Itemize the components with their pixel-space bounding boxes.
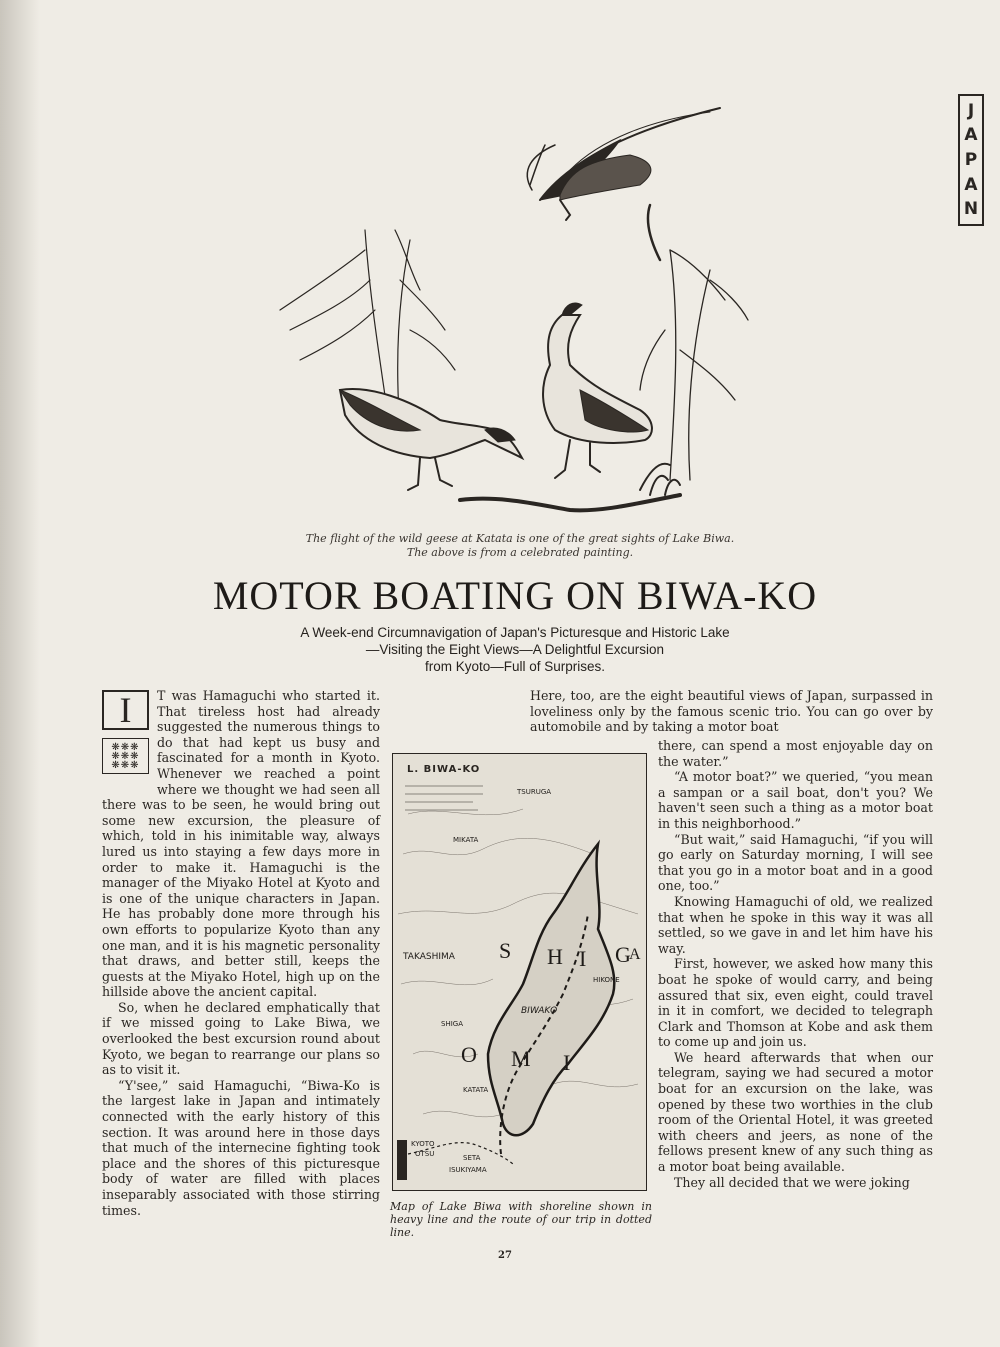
dropcap [102, 690, 149, 782]
dropcap-letter: I [102, 690, 149, 730]
paragraph: We heard afterwards that when our telegram, saying we had secured a motor boat for an excursion on the lake, was opened by these two worthies in the club room of the Oriental Hotel, it was greeted with cheers and jeers, as none of the fellows present knew of any such thing as a motor boat being available. [658, 1049, 933, 1175]
paragraph: They all decided that we were joking [674, 1174, 910, 1190]
lake-shoreline [488, 844, 614, 1135]
article-column-right [658, 738, 933, 1190]
map-label: MIKATA [453, 836, 479, 844]
dropcap-ornament-icon: ❋❋❋ ❋❋❋ ❋❋❋ [102, 738, 149, 774]
paragraph: Here, too, are the eight beautiful views of Japan, surpassed in loveliness only by the famous scenic trio. You can go over by automobile and by taking a motor boat [530, 688, 933, 735]
map-label: TSURUGA [517, 788, 552, 796]
paragraph: “Y'see,” said Hamaguchi, “Biwa-Ko is the largest lake in Japan and intimately connected with the early history of this section. It was around here in those days that much of the internecine fighting took place and the shores of this picturesque body of water are filled with places inseparably associated with those stirring times. [102, 1077, 380, 1218]
map-frame-block [397, 1140, 407, 1180]
caption-line: The flight of the wild geese at Katata is one of the great sights of Lake Biwa. [305, 532, 735, 545]
map-label: BIWAKO [521, 1006, 558, 1016]
subtitle-line: —Visiting the Eight Views—A Delightful Excursion [365, 642, 665, 657]
paragraph: T was Hamaguchi who started it. That tireless host had already suggested the numerous things to do that had kept us busy and fascinated for a month in Kyoto. Whenever we reached a point where we thought we had seen all there was to be seen, he would bring out some new excursion, the pleasure of which, told in his inimitable way, always lured us into staying a few days more in order to make it. Hamaguchi is the manager of the Miyako Hotel at Kyoto and is one of the unique characters in Japan. He has probably done more through his own efforts to popularize Kyoto than any one man, and it is his magnetic personality that draws, and better still, keeps the guests at the Miyako Hotel, high up on the hillside above the ancient capital. [102, 688, 380, 1000]
tab-letter: P [964, 149, 978, 170]
page-number: 27 [498, 1250, 512, 1261]
map-label-large: H [547, 944, 563, 969]
paragraph: First, however, we asked how many this boat he spoke of would carry, and being assured that six, even eight, could travel in it in comfort, we decided to telegraph Clark and Thomson at Kobe and ask them to come up and join us. [658, 956, 933, 1050]
map-label: HIKONE [593, 976, 620, 984]
paragraph: there, can spend a most enjoyable day on the water.” [658, 738, 933, 769]
flying-goose [527, 108, 720, 220]
subtitle-line: A Week-end Circumnavigation of Japan's Picturesque and Historic Lake [300, 625, 730, 640]
map-label-large: O [461, 1042, 477, 1067]
article-subtitle [220, 624, 810, 675]
map-label: KYOTO [411, 1140, 435, 1148]
illustration-caption [240, 532, 800, 560]
map-caption: Map of Lake Biwa with shoreline shown in heavy line and the route of our trip in dotted line. [390, 1200, 652, 1239]
map-label-large: I [563, 1050, 571, 1075]
wild-geese-illustration [270, 100, 750, 530]
tab-letter: A [964, 174, 978, 195]
article-column-right-top [530, 688, 933, 735]
map-label: TAKASHIMA [403, 952, 455, 962]
caption-line: The above is from a celebrated painting. [406, 546, 634, 559]
map-label-large: M [511, 1046, 531, 1071]
page-gutter-shadow [0, 0, 40, 1347]
tab-letter: J [967, 100, 975, 121]
map-label-large: I [579, 946, 587, 971]
map-label: SETA [463, 1154, 481, 1162]
map-label: ISUKIYAMA [449, 1166, 487, 1174]
map-title: L. BIWA-KO [407, 764, 481, 775]
map-label-large: G [615, 942, 631, 967]
map-label: OTSU [415, 1150, 435, 1158]
reeds-right [640, 205, 748, 480]
map-label: SHIGA [441, 1020, 463, 1028]
section-tab-japan [958, 94, 984, 226]
lake-biwa-map [392, 753, 647, 1191]
standing-goose [543, 303, 652, 478]
paragraph: So, when he declared emphatically that if we missed going to Lake Biwa, we overlooked the best excursion round about Kyoto, we began to rearrange our plans so as to visit it. [102, 999, 380, 1078]
tab-letter: N [963, 199, 979, 220]
article-title: MOTOR BOATING ON BIWA-KO [212, 573, 818, 618]
tab-letter: A [964, 125, 978, 146]
subtitle-line: from Kyoto—Full of Surprises. [424, 659, 606, 674]
map-label-large: S [499, 938, 512, 963]
ground-line [460, 495, 680, 510]
paragraph: Knowing Hamaguchi of old, we realized that when he spoke in this way it was all settled, so we gave in and let him have his way. [658, 893, 933, 956]
map-label-large: A [629, 946, 641, 963]
article-column-left [102, 688, 380, 1218]
feeding-goose [340, 389, 522, 490]
map-label: KATATA [463, 1086, 489, 1094]
map-drawing [393, 754, 645, 1189]
paragraph: “A motor boat?” we queried, “you mean a sampan or a sail boat, don't you? We haven't seen such a thing as a motor boat in this neighborhood.” [658, 769, 933, 831]
paragraph: “But wait,” said Hamaguchi, “if you will go early on Saturday morning, I will see that you go in a motor boat and in a good one, too.” [658, 831, 933, 894]
